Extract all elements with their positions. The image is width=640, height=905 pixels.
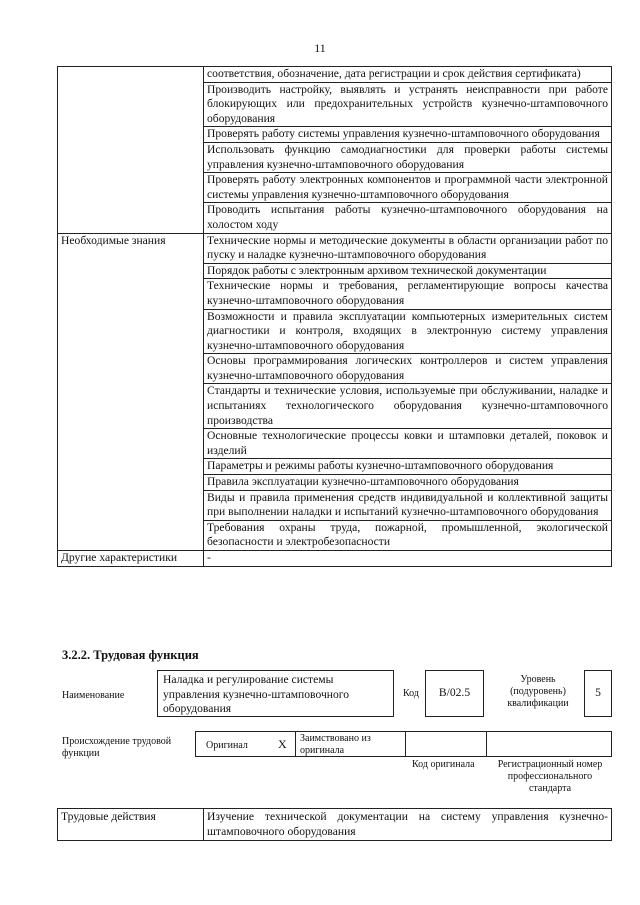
name-box	[157, 670, 394, 717]
actions-text: Изучение технической документации на систему управления кузнечно-штамповочного оборудования	[204, 809, 612, 841]
actions-table	[57, 808, 612, 841]
original-code-label: Код оригинала	[412, 759, 475, 770]
table-row	[58, 490, 612, 520]
row-text: Проверять работу электронных компонентов и программной части электронной системы управления кузнечно-штамповочного оборудования	[204, 173, 612, 203]
row-label	[58, 279, 204, 309]
table-row	[58, 551, 612, 567]
table-row	[58, 263, 612, 279]
row-text: Правила эксплуатации кузнечно-штамповочного оборудования	[204, 475, 612, 491]
row-text: Возможности и правила эксплуатации компьютерных измерительных систем диагностики и контроля, входящих в электронную систему управления кузнечно-штамповочного оборудования	[204, 309, 612, 354]
row-text: Технические нормы и требования, регламентирующие вопросы качества кузнечно-штамповочного оборудования	[204, 279, 612, 309]
borrowed-label: Заимствовано из оригинала	[300, 733, 371, 756]
table-row	[58, 309, 612, 354]
row-text: Технические нормы и методические документы в области организации работ по пуску и наладке кузнечно-штамповочного оборудования	[204, 233, 612, 263]
table-row	[58, 429, 612, 459]
level-label: Уровень (подуровень) квалификации	[507, 674, 569, 709]
page-number: 11	[314, 41, 326, 55]
original-label: Оригинал	[206, 740, 248, 751]
row-text: Использовать функцию самодиагностики для проверки работы системы управления кузнечно-штамповочного оборудования	[204, 142, 612, 172]
row-label	[58, 67, 204, 83]
level-box	[584, 670, 612, 717]
table-row	[58, 203, 612, 233]
table-row	[58, 279, 612, 309]
row-text: -	[204, 551, 612, 567]
borrowed-cell	[295, 731, 406, 757]
original-mark: X	[278, 737, 287, 751]
row-label	[58, 142, 204, 172]
name-value: Наладка и регулирование системы управления кузнечно-штамповочного оборудования	[163, 673, 350, 716]
row-label	[58, 263, 204, 279]
row-label	[58, 384, 204, 429]
row-label	[58, 354, 204, 384]
table-row	[58, 520, 612, 550]
table-row	[58, 173, 612, 203]
table-row	[58, 67, 612, 83]
row-text: Стандарты и технические условия, используемые при обслуживании, наладке и испытаниях технологического оборудования кузнечно-штамповочного производства	[204, 384, 612, 429]
original-cell	[195, 731, 295, 757]
row-label	[58, 309, 204, 354]
reg-number-cell	[487, 731, 612, 757]
row-text: Порядок работы с электронным архивом технической документации	[204, 263, 612, 279]
row-label	[58, 475, 204, 491]
row-text: Производить настройку, выявлять и устранять неисправности при работе блокирующих или предохранительных устройств кузнечно-штамповочного оборудования	[204, 82, 612, 127]
row-text: Проверять работу системы управления кузнечно-штамповочного оборудования	[204, 127, 612, 143]
row-label	[58, 490, 204, 520]
row-label	[58, 127, 204, 143]
code-label: Код	[403, 688, 419, 699]
row-label: Необходимые знания	[58, 233, 204, 263]
row-text: Виды и правила применения средств индивидуальной и коллективной защиты при выполнении наладки и испытаний кузнечно-штамповочного оборудования	[204, 490, 612, 520]
table-row	[58, 459, 612, 475]
table-row	[58, 127, 612, 143]
section-title: 3.2.2. Трудовая функция	[62, 648, 199, 662]
origin-label: Происхождение трудовой функции	[62, 736, 172, 759]
actions-row	[58, 809, 612, 841]
table-row	[58, 475, 612, 491]
level-value: 5	[595, 686, 601, 699]
name-label: Наименование	[62, 690, 125, 701]
row-label	[58, 173, 204, 203]
table-row	[58, 142, 612, 172]
row-label	[58, 203, 204, 233]
row-label	[58, 459, 204, 475]
table-row	[58, 384, 612, 429]
row-text: Проводить испытания работы кузнечно-штамповочного оборудования на холостом ходу	[204, 203, 612, 233]
row-text: Основные технологические процессы ковки и штамповки деталей, поковок и изделий	[204, 429, 612, 459]
competency-table	[57, 66, 612, 567]
row-label	[58, 520, 204, 550]
table-row	[58, 354, 612, 384]
row-text: Основы программирования логических контроллеров и систем управления кузнечно-штамповочного оборудования	[204, 354, 612, 384]
reg-number-label: Регистрационный номер профессионального стандарта	[497, 759, 603, 794]
row-label	[58, 429, 204, 459]
code-box	[425, 670, 484, 717]
original-code-cell	[406, 731, 487, 757]
row-label: Другие характеристики	[58, 551, 204, 567]
row-text: Параметры и режимы работы кузнечно-штамповочного оборудования	[204, 459, 612, 475]
table-row	[58, 233, 612, 263]
actions-label: Трудовые действия	[58, 809, 204, 841]
row-text: Требования охраны труда, пожарной, промышленной, экологической безопасности и электробезопасности	[204, 520, 612, 550]
row-label	[58, 82, 204, 127]
row-text: соответствия, обозначение, дата регистрации и срок действия сертификата)	[204, 67, 612, 83]
code-value: B/02.5	[438, 686, 471, 699]
table-row	[58, 82, 612, 127]
